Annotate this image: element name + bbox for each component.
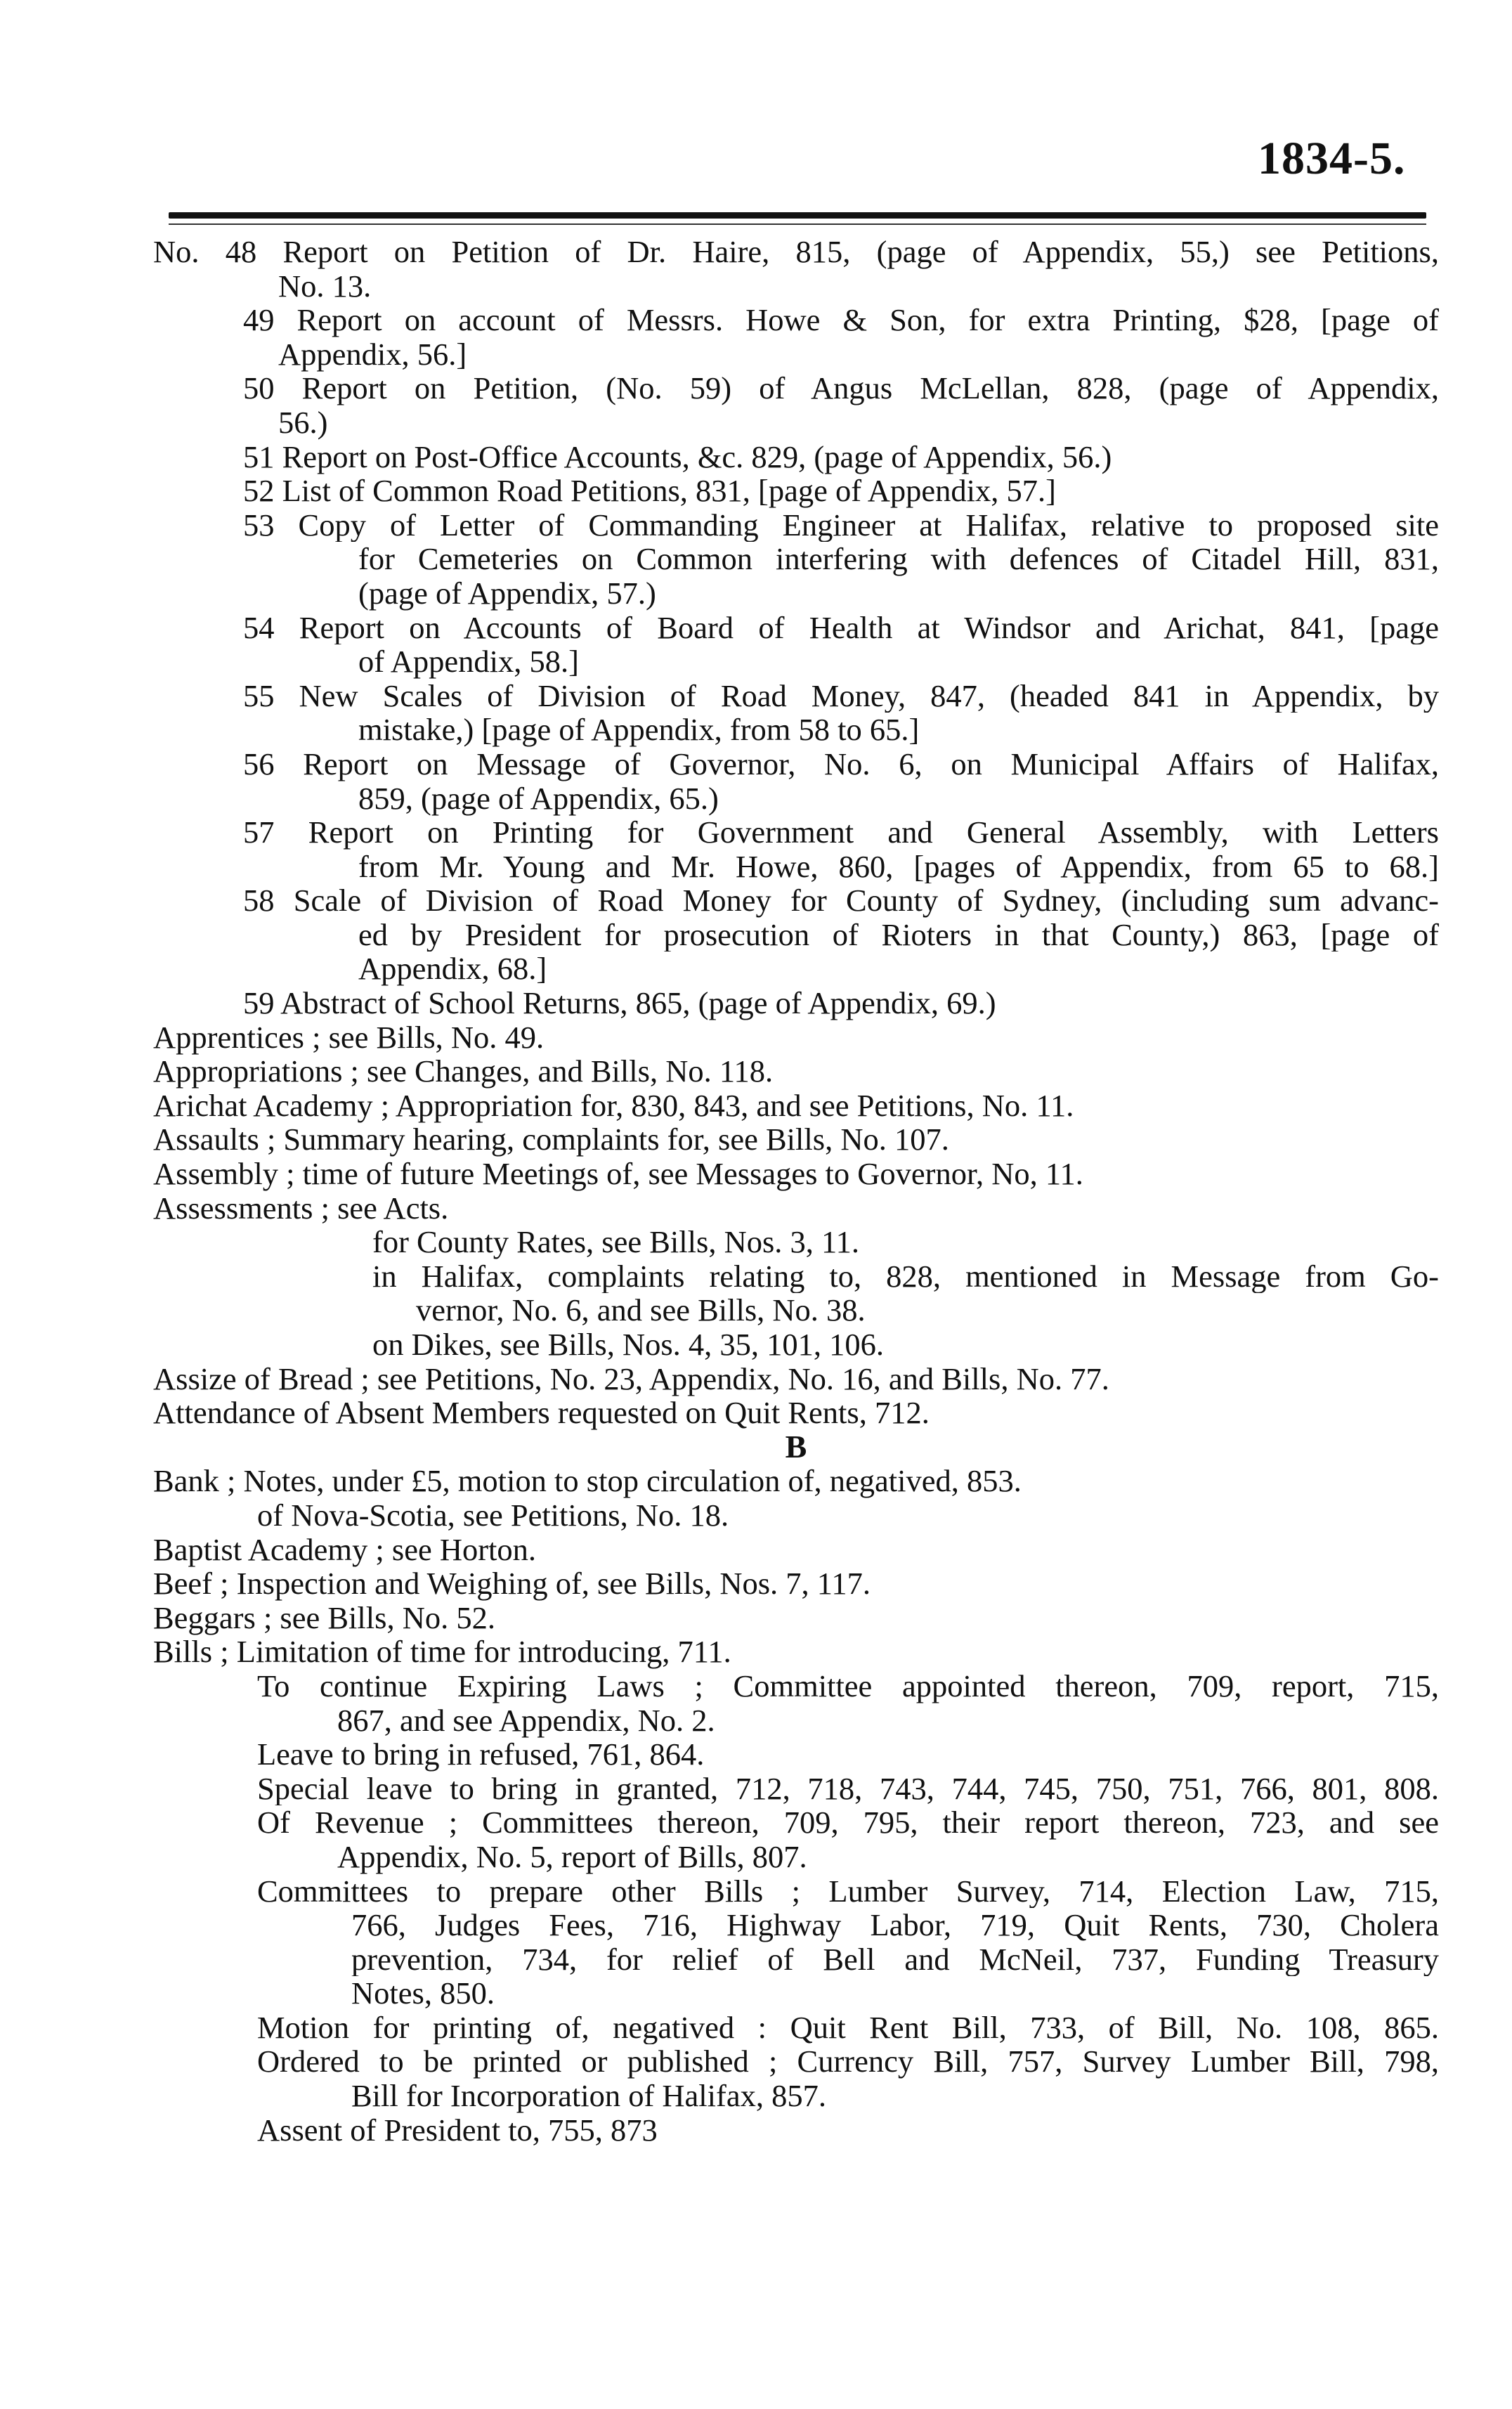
index-line: 54 Report on Accounts of Board of Health at Windsor and Arichat, 841, [page xyxy=(243,610,1439,645)
index-line: 58 Scale of Division of Road Money for County of Sydney, (including sum advanc- xyxy=(243,883,1439,918)
index-line: Arichat Academy ; Appropriation for, 830, 843, and see Petitions, No. 11. xyxy=(153,1087,1074,1123)
index-line: in Halifax, complaints relating to, 828, mentioned in Message from Go- xyxy=(372,1259,1439,1294)
index-line: 55 New Scales of Division of Road Money, 847, (headed 841 in Appendix, by xyxy=(243,678,1439,713)
index-line: 51 Report on Post-Office Accounts, &c. 829, (page of Appendix, 56.) xyxy=(243,439,1112,474)
index-line: for Cemeteries on Common interfering with defences of Citadel Hill, 831, xyxy=(358,542,1439,576)
index-line: for County Rates, see Bills, Nos. 3, 11. xyxy=(372,1224,860,1260)
index-line: No. 13. xyxy=(278,268,372,304)
index-line: 52 List of Common Road Petitions, 831, [page of Appendix, 57.] xyxy=(243,473,1056,509)
index-line: 57 Report on Printing for Government and General Assembly, with Letters xyxy=(243,815,1439,850)
index-line: Motion for printing of, negatived : Quit Rent Bill, 733, of Bill, No. 108, 865. xyxy=(257,2010,1439,2045)
index-line: 56 Report on Message of Governor, No. 6, on Municipal Affairs of Halifax, xyxy=(243,746,1439,781)
index-line: Assent of President to, 755, 873 xyxy=(257,2112,658,2148)
index-text xyxy=(153,235,1439,2147)
index-line: Appendix, No. 5, report of Bills, 807. xyxy=(337,1838,807,1874)
index-line: Of Revenue ; Committees thereon, 709, 795, their report thereon, 723, and see xyxy=(257,1805,1439,1840)
index-line: from Mr. Young and Mr. Howe, 860, [pages of Appendix, from 65 to 68.] xyxy=(358,849,1439,884)
index-line: Assembly ; time of future Meetings of, see Messages to Governor, No, 11. xyxy=(153,1156,1083,1192)
index-line: Beggars ; see Bills, No. 52. xyxy=(153,1599,495,1635)
index-line: Appropriations ; see Changes, and Bills, No. 118. xyxy=(153,1053,774,1089)
index-line: 766, Judges Fees, 716, Highway Labor, 719, Quit Rents, 730, Cholera xyxy=(351,1908,1439,1942)
index-line: Assaults ; Summary hearing, complaints for, see Bills, No. 107. xyxy=(153,1122,949,1157)
index-line: Leave to bring in refused, 761, 864. xyxy=(257,1736,705,1772)
page-number: 1834-5. xyxy=(1258,133,1406,184)
index-line: 50 Report on Petition, (No. 59) of Angus McLellan, 828, (page of Appendix, xyxy=(243,371,1439,405)
index-line: Bills ; Limitation of time for introducing, 711. xyxy=(153,1634,731,1670)
index-line: 53 Copy of Letter of Commanding Engineer at Halifax, relative to proposed site xyxy=(243,507,1439,543)
index-line: (page of Appendix, 57.) xyxy=(358,575,656,611)
index-line: Appendix, 56.] xyxy=(278,336,467,372)
index-line: Appendix, 68.] xyxy=(358,951,547,987)
index-line: Ordered to be printed or published ; Currency Bill, 757, Survey Lumber Bill, 798, xyxy=(257,2044,1439,2079)
index-line: of Nova-Scotia, see Petitions, No. 18. xyxy=(257,1497,729,1533)
index-line: Bill for Incorporation of Halifax, 857. xyxy=(351,2078,826,2114)
index-line: 59 Abstract of School Returns, 865, (page of Appendix, 69.) xyxy=(243,985,996,1021)
header-rule-thin xyxy=(169,223,1426,225)
section-letter: B xyxy=(785,1428,807,1465)
index-line: 859, (page of Appendix, 65.) xyxy=(358,780,719,816)
index-line: Committees to prepare other Bills ; Lumber Survey, 714, Election Law, 715, xyxy=(257,1874,1439,1909)
index-line: prevention, 734, for relief of Bell and McNeil, 737, Funding Treasury xyxy=(351,1942,1439,1977)
index-line: on Dikes, see Bills, Nos. 4, 35, 101, 106. xyxy=(372,1327,885,1362)
index-line: vernor, No. 6, and see Bills, No. 38. xyxy=(416,1292,866,1328)
index-line: No. 48 Report on Petition of Dr. Haire, 815, (page of Appendix, 55,) see Petitions, xyxy=(153,235,1439,269)
index-line: Attendance of Absent Members requested on Quit Rents, 712. xyxy=(153,1395,930,1431)
index-line: mistake,) [page of Appendix, from 58 to 65.] xyxy=(358,712,920,748)
index-line: Special leave to bring in granted, 712, 718, 743, 744, 745, 750, 751, 766, 801, 808. xyxy=(257,1771,1439,1806)
index-line: To continue Expiring Laws ; Committee appointed thereon, 709, report, 715, xyxy=(257,1668,1439,1703)
index-line: Beef ; Inspection and Weighing of, see Bills, Nos. 7, 117. xyxy=(153,1566,871,1602)
index-line: Apprentices ; see Bills, No. 49. xyxy=(153,1019,545,1055)
index-line: Assessments ; see Acts. xyxy=(153,1190,449,1226)
index-line: Assize of Bread ; see Petitions, No. 23, Appendix, No. 16, and Bills, No. 77. xyxy=(153,1361,1109,1396)
index-line: ed by President for prosecution of Rioters in that County,) 863, [page of xyxy=(358,917,1439,952)
index-line: 56.) xyxy=(278,404,328,440)
index-line: of Appendix, 58.] xyxy=(358,644,579,680)
header-rule xyxy=(169,212,1426,219)
index-line: Baptist Academy ; see Horton. xyxy=(153,1531,537,1567)
index-line: Bank ; Notes, under £5, motion to stop circulation of, negatived, 853. xyxy=(153,1463,1022,1499)
index-line: Notes, 850. xyxy=(351,1975,495,2011)
index-line: 49 Report on account of Messrs. Howe & Son, for extra Printing, $28, [page of xyxy=(243,303,1439,337)
index-line: 867, and see Appendix, No. 2. xyxy=(337,1702,715,1738)
